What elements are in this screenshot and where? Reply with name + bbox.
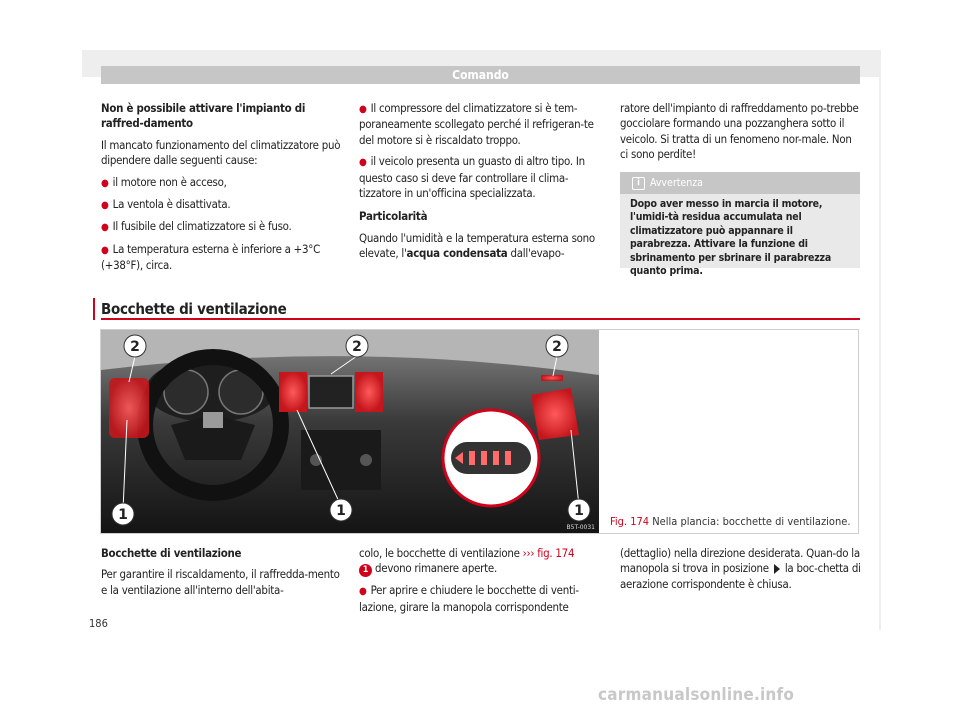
- section-title: Bocchette di ventilazione: [101, 300, 287, 318]
- bullet-icon: ●: [101, 177, 109, 189]
- watermark: carmanualsonline.info: [598, 685, 795, 705]
- svg-text:2: 2: [130, 339, 140, 355]
- bottom-column-3-text: (dettaglio) nella direzione desiderata. Quan-do la manopola si trova in posizione la boc-chetta di aerazione corrispondente è chiusa.: [620, 546, 861, 591]
- bottom-heading: Bocchette di ventilazione: [101, 546, 242, 560]
- right-vent: [531, 388, 579, 440]
- detail-bar: [505, 451, 511, 465]
- svg-text:1: 1: [574, 503, 584, 519]
- list-item: ● La ventola è disattivata.: [101, 197, 231, 212]
- play-icon: [774, 564, 780, 574]
- bottom-column-3: [620, 546, 862, 598]
- figure-reference-link[interactable]: ››› fig. 174: [522, 546, 575, 560]
- svg-text:2: 2: [352, 339, 362, 355]
- callout-2-center: [346, 335, 368, 357]
- climate-knob: [360, 454, 372, 466]
- svg-text:2: 2: [552, 339, 562, 355]
- infotainment-screen: [309, 376, 353, 408]
- callout-1-right: [568, 499, 590, 521]
- bullet-icon: ●: [101, 244, 109, 256]
- bullet-icon: ●: [359, 157, 367, 169]
- bullet-icon: ●: [359, 104, 367, 115]
- particolarita-heading: Particolarità: [359, 209, 428, 224]
- figure-caption-text: Nella plancia: bocchette di ventilazione.: [652, 515, 851, 528]
- column-3-paragraph: ratore dell'impianto di raffreddamento po-trebbe gocciolare formando una pozzanghera sotto il veicolo. Si tratta di un fenomeno nor-male. Non ci sono perdite!: [620, 101, 859, 162]
- callout-badge: 1: [359, 564, 372, 577]
- figure-code: B5T-0031: [566, 524, 595, 531]
- list-item: ● il veicolo presenta un guasto di altro tipo. In questo caso si deve far controllare il clima-tizzatore in un'officina specializzata.: [359, 154, 585, 201]
- bottom-column-2-text: colo, le bocchette di ventilazione ››› fig. 174 1 devono rimanere aperte.: [359, 546, 575, 576]
- warning-body: Dopo aver messo in marcia il motore, l'umidi-tà residua accumulata nel climatizzatore può appannare il parabrezza. Attivare la funzione di sbrinamento per sbrinare il parabrezza quanto prima.: [630, 198, 832, 278]
- bottom-column-1: [101, 546, 346, 604]
- top-right-vent: [541, 375, 563, 381]
- center-vent-left: [279, 372, 307, 412]
- column-3: [620, 101, 862, 169]
- dashboard-illustration: [101, 330, 599, 533]
- warning-title: Avvertenza: [650, 177, 703, 189]
- bottom-column-1-text: Per garantire il riscaldamento, il raffredda-mento e la ventilazione all'interno dell'abita-: [101, 567, 340, 597]
- center-vent-right: [355, 372, 383, 412]
- section-divider: [101, 318, 860, 320]
- column-1-intro: Il mancato funzionamento del climatizzatore può dipendere dalle seguenti cause:: [101, 137, 341, 168]
- column-2-paragraph: Quando l'umidità e la temperatura esterna sono elevate, l'acqua condensata dall'evapo-: [359, 230, 595, 261]
- info-icon: i: [632, 177, 645, 190]
- detail-bar: [469, 451, 475, 465]
- list-item: ● il motore non è acceso,: [101, 174, 227, 189]
- detail-bar: [493, 451, 499, 465]
- figure-caption: [610, 515, 850, 528]
- list-item: ● Il fusibile del climatizzatore si è fuso.: [101, 219, 292, 234]
- column-1-heading: Non è possibile attivare l'impianto di raffred-damento: [101, 101, 306, 131]
- column-1: [101, 101, 341, 280]
- svg-text:1: 1: [336, 503, 346, 519]
- left-vent: [109, 378, 149, 438]
- callout-1-left: [112, 503, 134, 525]
- warning-header: [620, 172, 860, 194]
- list-item: ● Il compressore del climatizzatore si è tem-poraneamente scollegato perché il refrigeran-te del motore si è riscaldato troppo.: [359, 101, 594, 147]
- callout-1-center: [330, 499, 352, 521]
- detail-bar: [481, 451, 487, 465]
- svg-text:1: 1: [118, 507, 128, 523]
- callout-2-left: [124, 335, 146, 357]
- callout-2-right: [546, 335, 568, 357]
- bullet-icon: ●: [359, 586, 367, 598]
- column-2: [359, 101, 604, 268]
- bullet-icon: ●: [101, 200, 109, 212]
- chapter-header: Comando: [101, 66, 860, 84]
- list-item: ● Per aprire e chiudere le bocchette di venti-lazione, girare la manopola corrispondente: [359, 583, 579, 614]
- page-number: 186: [89, 617, 108, 630]
- warning-box: [620, 172, 860, 278]
- list-item: ● La temperatura esterna è inferiore a +3°C (+38°F), circa.: [101, 241, 321, 273]
- seat-logo: [203, 412, 223, 428]
- bullet-icon: ●: [101, 222, 109, 234]
- figure-label: Fig. 174: [610, 515, 650, 528]
- bottom-column-2: [359, 546, 604, 621]
